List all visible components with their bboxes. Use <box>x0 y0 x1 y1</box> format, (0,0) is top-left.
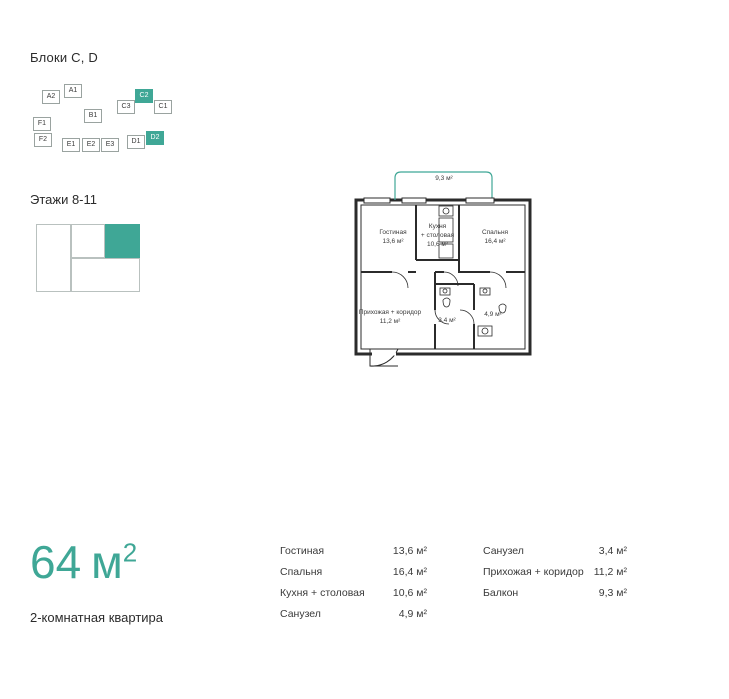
floor-plan <box>340 160 570 370</box>
block-a1[interactable]: A1 <box>64 84 82 98</box>
room-label-kitchen-line1: Кухня <box>428 223 447 230</box>
block-b1[interactable]: B1 <box>84 109 102 123</box>
legend-room-name: Санузел <box>280 608 321 620</box>
floor-plan-drawing <box>340 160 570 370</box>
legend-right <box>483 541 663 604</box>
block-f1[interactable]: F1 <box>33 117 51 131</box>
floors-title: Этажи 8-11 <box>30 192 98 207</box>
apartment-subtitle: 2-комнатная квартира <box>30 610 163 625</box>
total-area-number: 64 <box>30 536 82 588</box>
legend-room-name: Кухня + столовая <box>280 587 365 599</box>
total-area-sup: 2 <box>122 537 138 568</box>
legend-room-name: Прихожая + коридор <box>483 566 584 578</box>
room-label-kitchen: Кухня + столовая 10,6 м² <box>410 222 465 249</box>
block-d1[interactable]: D1 <box>127 135 145 149</box>
legend-row <box>280 583 445 604</box>
block-e2[interactable]: E2 <box>82 138 100 152</box>
block-e3[interactable]: E3 <box>101 138 119 152</box>
block-a2[interactable]: A2 <box>42 90 60 104</box>
legend-row <box>483 541 663 562</box>
legend-room-area: 16,4 м² <box>392 566 427 578</box>
legend-row <box>483 583 663 604</box>
blocks-title: Блоки C, D <box>30 50 98 65</box>
legend-room-area: 3,4 м² <box>598 545 627 557</box>
legend-row <box>280 541 445 562</box>
total-area <box>30 535 137 589</box>
legend-left <box>280 541 445 625</box>
legend-room-area: 11,2 м² <box>593 566 627 578</box>
legend-row <box>483 562 663 583</box>
legend-room-name: Санузел <box>483 545 524 557</box>
floor-cell-0[interactable] <box>36 224 71 292</box>
legend-room-name: Балкон <box>483 587 519 599</box>
block-c1[interactable]: C1 <box>154 100 172 114</box>
block-c3[interactable]: C3 <box>117 100 135 114</box>
floor-cell-3[interactable] <box>71 258 140 292</box>
block-e1[interactable]: E1 <box>62 138 80 152</box>
floor-cell-1[interactable] <box>71 224 105 258</box>
room-label-bathroom: 4,9 м² <box>484 311 502 318</box>
blocks-map[interactable] <box>30 80 190 150</box>
room-label-living: Гостиная 13,6 м² <box>379 229 407 245</box>
block-d2[interactable]: D2 <box>146 131 164 145</box>
legend-room-name: Спальня <box>280 566 323 578</box>
floors-grid[interactable] <box>36 224 140 294</box>
legend-room-name: Гостиная <box>280 545 325 557</box>
room-label-balcony: 9,3 м² <box>435 175 453 182</box>
block-f2[interactable]: F2 <box>34 133 52 147</box>
legend-row <box>280 562 445 583</box>
room-label-bathroom-small: 3,4 м² <box>438 317 456 324</box>
legend-row <box>280 604 445 625</box>
legend-room-area: 13,6 м² <box>392 545 427 557</box>
legend-room-area: 9,3 м² <box>598 587 627 599</box>
floor-cell-2[interactable] <box>105 224 140 258</box>
block-c2[interactable]: C2 <box>135 89 153 103</box>
legend-room-area: 10,6 м² <box>392 587 427 599</box>
room-label-bedroom: Спальня 16,4 м² <box>481 229 509 245</box>
room-label-kitchen-line2: + столовая <box>420 232 455 239</box>
room-label-hallway: Прихожая + коридор 11,2 м² <box>358 309 422 325</box>
total-area-unit: м <box>91 536 123 588</box>
legend-room-area: 4,9 м² <box>398 608 427 620</box>
